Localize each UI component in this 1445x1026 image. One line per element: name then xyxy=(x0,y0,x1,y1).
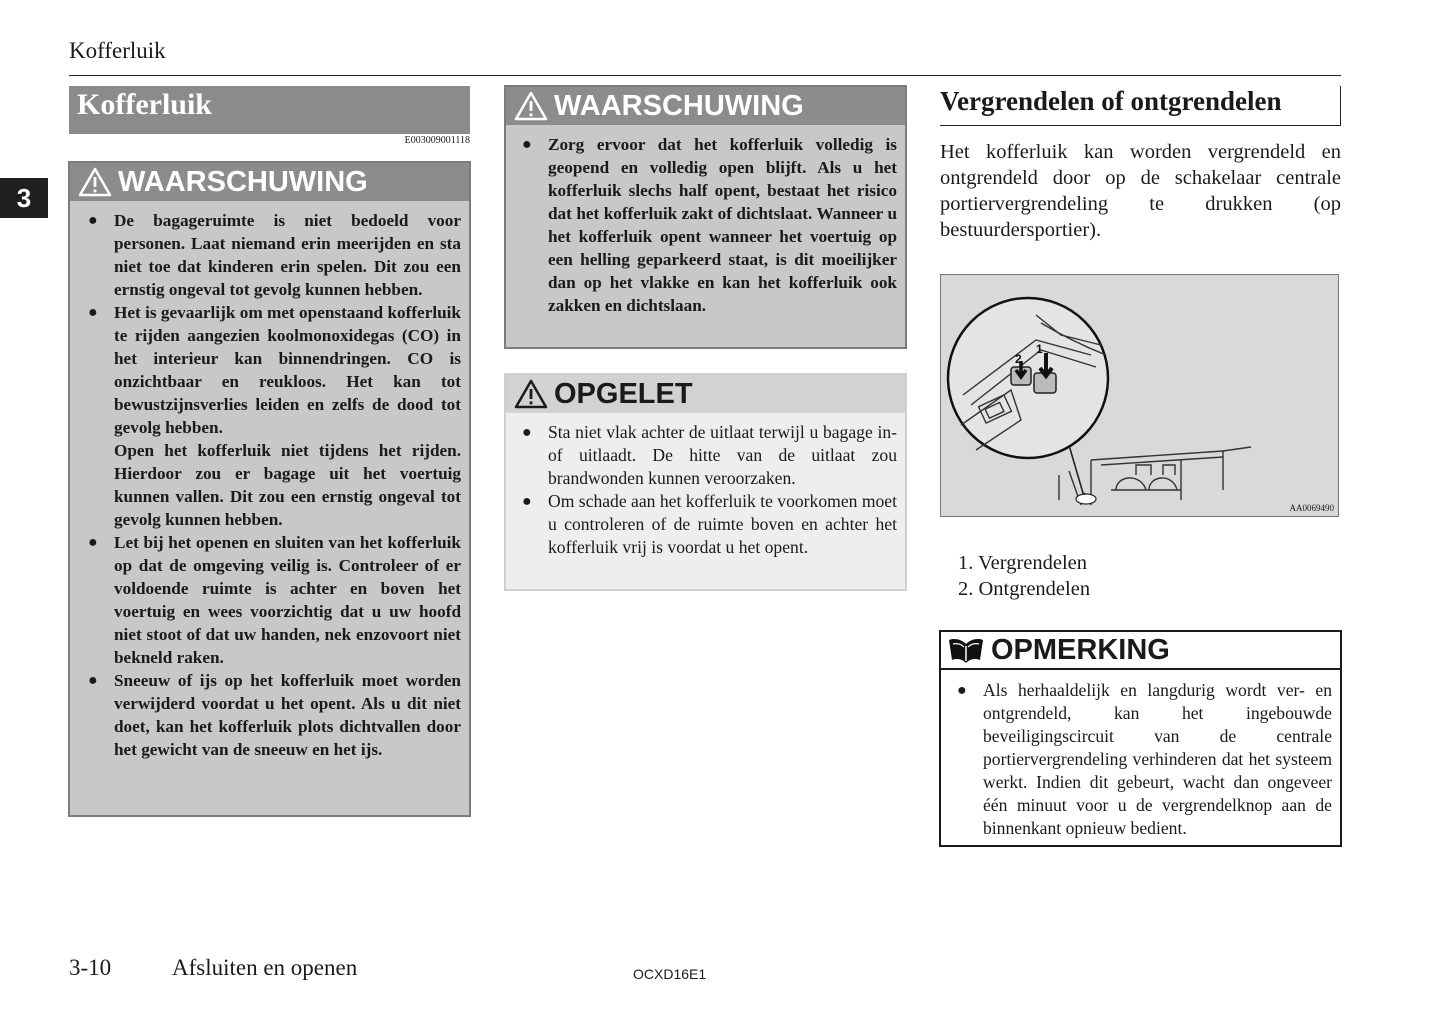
bullet-item xyxy=(80,669,461,761)
bullet-item xyxy=(80,209,461,301)
legend-item-lock: 1. Vergrendelen xyxy=(958,552,1088,574)
warning-triangle-icon xyxy=(78,167,112,197)
bullet-paragraph: ● Sta niet vlak achter de uitlaat terwijl u bagage in- of uitlaadt. De hitte van de uitlaat zou brandwonden kunnen veroorzaken. xyxy=(548,422,897,488)
warning-box-left xyxy=(68,161,471,817)
warning-header xyxy=(70,163,469,201)
bullet-paragraph: ● Het is gevaarlijk om met openstaand kofferluik te rijden aangezien koolmonoxidegas (CO) in het interieur kan binnendringen. CO is onzichtbaar en reukloos. Het kan tot bewustzijnsverlies leiden en zelfs de dood tot gevolg hebben. xyxy=(114,303,461,437)
bullet-item xyxy=(949,679,1332,840)
page-number: 3-10 xyxy=(69,955,112,980)
note-heading: OPMERKING xyxy=(991,633,1170,666)
note-header xyxy=(941,632,1340,670)
warning-box-mid xyxy=(504,85,907,349)
warning-heading: WAARSCHUWING xyxy=(554,89,804,122)
caution-box xyxy=(504,373,907,591)
note-list xyxy=(941,670,1340,840)
bullet-item xyxy=(80,301,461,531)
section-title: Kofferluik xyxy=(69,86,470,134)
section-code: E003009001118 xyxy=(404,135,470,146)
subsection-body: Het kofferluik kan worden vergrendeld en ontgrendeld door op de schakelaar centrale portiervergrendeling te drukken (op bestuurdersportier). xyxy=(940,141,1341,241)
subsection-title: Vergrendelen of ontgrendelen xyxy=(940,86,1341,126)
caution-heading: OPGELET xyxy=(554,377,693,410)
callout-1: 1 xyxy=(1036,342,1043,356)
legend-item-unlock: 2. Ontgrendelen xyxy=(958,578,1091,600)
bullet-paragraph: Open het kofferluik niet tijdens het rijden. Hierdoor zou er bagage uit het voertuig kunnen vallen. Dit zou een ernstig ongeval tot gevolg kunnen hebben. xyxy=(114,441,461,529)
bullet-item xyxy=(514,490,897,559)
chapter-tab: 3 xyxy=(0,178,48,218)
footer-section-title: Afsluiten en openen xyxy=(172,955,358,980)
header-rule xyxy=(69,75,1341,76)
illustration-legend xyxy=(958,550,1090,602)
note-box xyxy=(939,630,1342,847)
caution-header xyxy=(506,375,905,413)
warning-triangle-icon xyxy=(514,91,548,121)
bullet-item xyxy=(514,133,897,317)
bullet-paragraph: ● Als herhaaldelijk en langdurig wordt ver- en ontgrendeld, kan het ingebouwde beveiligingscircuit van de centrale portiervergrendeling verhinderen dat het systeem werkt. Indien dit gebeurt, wacht dan ongeveer één minuut voor u de vergrendelknop aan de binnenkant opnieuw bedient. xyxy=(983,680,1332,838)
bullet-paragraph: ● De bagageruimte is niet bedoeld voor personen. Laat niemand erin meerijden en sta niet toe dat kinderen erin spelen. Dit zou een ernstig ongeval tot gevolg kunnen hebben. xyxy=(114,211,461,299)
open-book-icon xyxy=(947,636,985,664)
door-lock-switch-drawing xyxy=(941,275,1338,516)
warning-heading: WAARSCHUWING xyxy=(118,165,368,198)
bullet-item xyxy=(80,531,461,669)
document-code: OCXD16E1 xyxy=(633,966,707,982)
bullet-paragraph: ● Zorg ervoor dat het kofferluik volledig is geopend en volledig open blijft. Als u het kofferluik slechs half opent, bestaat het risico dat het kofferluik zakt of dichtslaat. Wanneer u het kofferluik opent wanneer het voertuig op een helling geparkeerd staat, is dit moeilijker dan op het vlakke en kan het kofferluik ook zakken en dichtslaan. xyxy=(548,135,897,315)
warning-list xyxy=(70,201,469,761)
bullet-paragraph: ● Sneeuw of ijs op het kofferluik moet worden verwijderd voordat u het opent. Als u dit niet doet, kan het kofferluik plots dichtvallen door het gewicht van de sneeuw en het ijs. xyxy=(114,671,461,759)
warning-triangle-icon xyxy=(514,379,548,409)
illustration-code: AA0069490 xyxy=(1289,503,1334,513)
bullet-paragraph: ● Let bij het openen en sluiten van het kofferluik op dat de omgeving veilig is. Controleer of er voldoende ruimte is achter en boven het voertuig en wees voorzichtig dat u uw hoofd niet stoot of dat uw handen, nek enzovoort niet bekneld raken. xyxy=(114,533,461,667)
callout-2: 2 xyxy=(1015,352,1022,366)
bullet-item xyxy=(514,421,897,490)
warning-header xyxy=(506,87,905,125)
warning-list xyxy=(506,125,905,317)
door-lock-switch-illustration xyxy=(940,274,1339,517)
bullet-paragraph: ● Om schade aan het kofferluik te voorkomen moet u controleren of de ruimte boven en achter het kofferluik vrij is voordat u het opent. xyxy=(548,491,897,557)
running-header-title: Kofferluik xyxy=(69,38,166,63)
caution-list xyxy=(506,413,905,559)
